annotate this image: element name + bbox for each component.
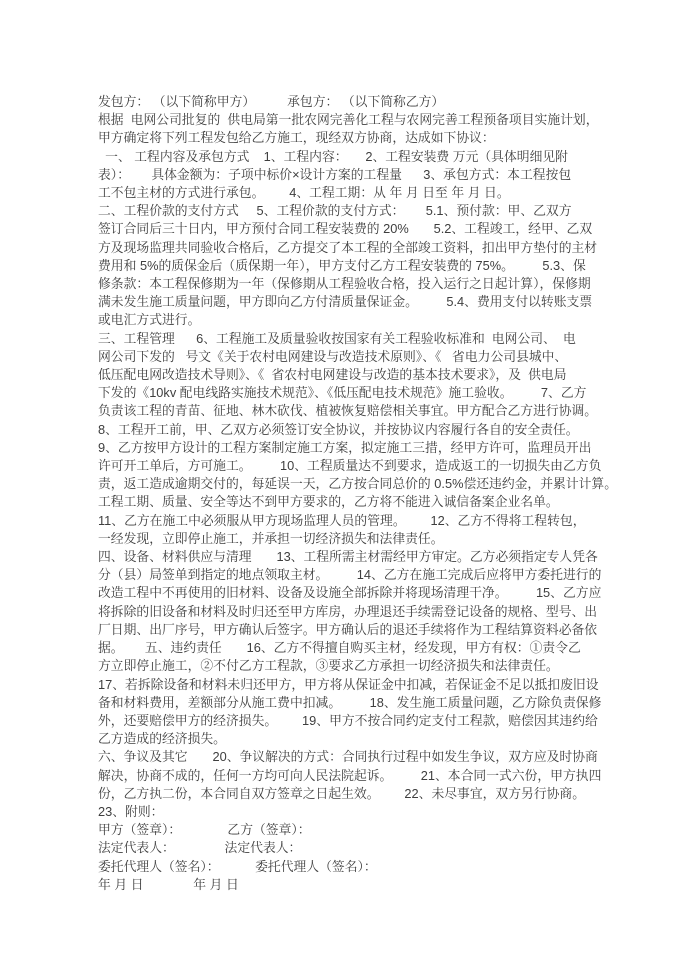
document-line: 修条款：本工程保修期为一年（保修期从工程验收合格，投入运行之日起计算），保修期 — [98, 276, 591, 292]
document-line: 17、若拆除设备和材料未归还甲方，甲方将从保证金中扣减，若保证金不足以抵扣废旧设 — [98, 676, 599, 692]
document-line: 六、争议及其它 20、争议解决的方式：合同执行过程中如发生争议，双方应及时协商 — [98, 749, 598, 765]
document-line: 或电汇方式进行。 — [98, 312, 201, 328]
document-line: 低压配电网改造技术导则》、《 省农村电网建设与改造的基本技术要求》，及 供电局 — [98, 367, 567, 383]
document-line: 9、乙方按甲方设计的工程方案制定施工方案，拟定施工三措，经甲方许可，监理员开出 — [98, 439, 592, 455]
document-line: 四、设备、材料供应与清理 13、工程所需主材需经甲方审定。乙方必须指定专人凭各 — [98, 549, 598, 565]
document-line: 满未发生施工质量问题，甲方即向乙方付清质量保证金。 5.4、费用支付以转账支票 — [98, 294, 593, 310]
document-line: 费用和 5%的质保金后（质保期一年），甲方支付乙方工程安装费的 75%。 5.3、保 — [98, 257, 586, 273]
document-line: 责，返工造成逾期交付的，每延误一天，乙方按合同总价的 0.5%偿还违约金，并累计计算。 — [98, 476, 618, 492]
document-line: 方及现场监理共同验收合格后，乙方提交了本工程的全部竣工资料，扣出甲方垫付的主材 — [98, 239, 598, 255]
document-line: 份，乙方执二份，本合同自双方签章之日起生效。 22、未尽事宜，双方另行协商。 — [98, 785, 586, 801]
document-line: 8、工程开工前，甲、乙双方必须签订安全协议，并按协议内容履行各自的安全责任。 — [98, 421, 579, 437]
document-line: 根据 电网公司批复的 供电局第一批农网完善化工程与农网完善工程预备项目实施计划， — [98, 112, 599, 128]
contract-document — [98, 93, 618, 894]
document-line: 23、附则： — [98, 803, 164, 819]
document-line: 将拆除的旧设备和材料及时归还至甲方库房，办理退还手续需登记设备的规格、型号、出 — [98, 603, 598, 619]
document-line: 甲方确定将下列工程发包给乙方施工，现经双方协商，达成如下协议： — [98, 130, 495, 146]
document-line: 一经发现，立即停止施工，并承担一切经济损失和法律责任。 — [98, 530, 444, 546]
document-line: 方立即停止施工，②不付乙方工程款，③要求乙方承担一切经济损失和法律责任。 — [98, 658, 559, 674]
document-line: 年 月 日 年 月 日 — [98, 876, 239, 892]
document-line: 工不包主材的方式进行承包。 4、工程工期：从 年 月 日至 年 月 日。 — [98, 185, 510, 201]
document-line: 发包方： （以下简称甲方） 承包方： （以下简称乙方） — [98, 94, 445, 109]
document-line: 11、乙方在施工中必须服从甲方现场监理人员的管理。 12、乙方不得将工程转包， — [98, 512, 586, 528]
document-line: 委托代理人（签名）： 委托代理人（签名）： — [98, 858, 377, 874]
document-line: 乙方造成的经济损失。 — [98, 731, 226, 747]
document-line: 甲方（签章）： 乙方（签章）： — [98, 822, 311, 838]
document-line: 外，还要赔偿甲方的经济损失。 19、甲方不按合同约定支付工程款，赔偿因其违约给 — [98, 712, 598, 728]
document-line: 厂日期、出厂序号，甲方确认后签字。甲方确认后的退还手续将作为工程结算资料必备依 — [98, 621, 598, 637]
document-line: 改造工程中不再使用的旧材料、设备及设施全部拆除并将现场清理干净。 15、乙方应 — [98, 585, 602, 601]
document-line: 法定代表人： 法定代表人： — [98, 840, 302, 856]
document-line: 三、工程管理 6、工程施工及质量验收按国家有关工程验收标准和 电网公司、 电 — [98, 330, 576, 346]
document-line: 备和材料费用，差额部分从施工费中扣减。 18、发生施工质量问题，乙方除负责保修 — [98, 694, 602, 710]
document-line: 据。 五、违约责任 16、乙方不得擅自购买主材，经发现，甲方有权：①责令乙 — [98, 640, 581, 656]
document-line: 二、工程价款的支付方式 5、工程价款的支付方式： 5.1、预付款：甲、乙双方 — [98, 203, 572, 219]
document-line: 许可开工单后，方可施工。 10、工程质量达不到要求，造成返工的一切损失由乙方负 — [98, 458, 602, 474]
document-line: 工程工期、质量、安全等达不到甲方要求的，乙方将不能进入诚信备案企业名单。 — [98, 494, 559, 510]
document-line: 签订合同后三十日内，甲方预付合同工程安装费的 20% 5.2、工程竣工，经甲、乙双 — [98, 221, 593, 237]
document-line: 负责该工程的青苗、征地、林木砍伐、植被恢复赔偿相关事宜。甲方配合乙方进行协调。 — [98, 403, 598, 419]
document-line: 分（县）局签单到指定的地点领取主材。 14、乙方在施工完成后应将甲方委托进行的 — [98, 567, 602, 583]
document-line: 一、 工程内容及承包方式 1、工程内容： 2、工程安装费 万元（具体明细见附 — [98, 148, 568, 164]
document-line: 下发的《10kv 配电线路实施技术规范》、《低压配电技术规范》施工验收。 7、乙方 — [98, 385, 587, 401]
document-line: 解决，协商不成的，任何一方均可向人民法院起诉。 21、本合同一式六份，甲方执四 — [98, 767, 602, 783]
document-line: 网公司下发的 号文《关于农村电网建设与改造技术原则》、《 省电力公司县城中、 — [98, 348, 568, 364]
document-line: 表）： 具体金额为：子项中标价×设计方案的工程量 3、承包方式：本工程按包 — [98, 166, 572, 182]
